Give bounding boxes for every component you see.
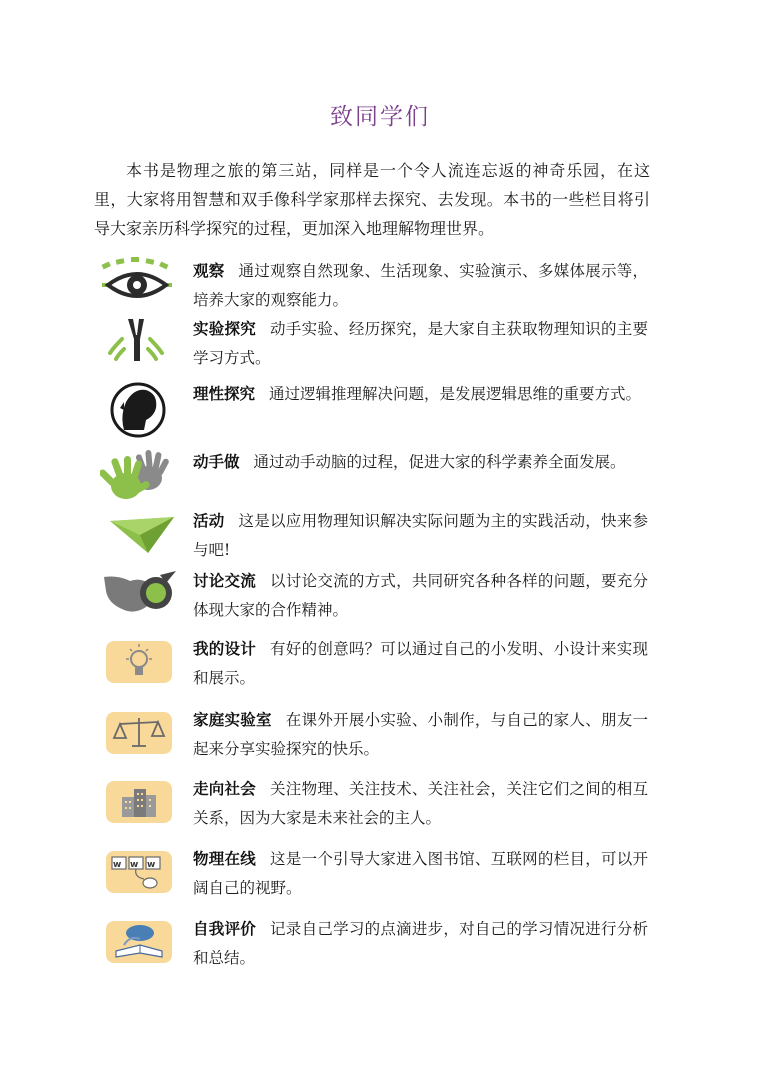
section-society bbox=[100, 775, 660, 839]
section-desc: 以讨论交流的方式，共同研究各种各样的问题，要充分体现大家的合作精神。 bbox=[193, 572, 648, 619]
svg-text:w: w bbox=[147, 860, 156, 870]
section-experiment bbox=[100, 315, 660, 379]
buildings-icon bbox=[100, 775, 184, 835]
open-book-icon bbox=[100, 915, 184, 975]
section-desc: 记录自己学习的点滴进步，对自己的学习情况进行分析和总结。 bbox=[193, 920, 648, 967]
section-title: 走向社会 bbox=[193, 780, 257, 798]
svg-text:w: w bbox=[113, 860, 122, 870]
hands-icon bbox=[100, 448, 184, 508]
section-observe bbox=[100, 257, 660, 321]
section-title: 讨论交流 bbox=[193, 572, 257, 590]
section-online bbox=[100, 845, 660, 909]
section-desc: 通过逻辑推理解决问题，是发展逻辑思维的重要方式。 bbox=[269, 385, 642, 403]
intro-paragraph: 本书是物理之旅的第三站，同样是一个令人流连忘返的神奇乐园，在这里，大家将用智慧和双手像科学家那样去探究、去发现。本书的一些栏目将引导大家亲历科学探究的过程，更加深入地理解物理世界。 bbox=[94, 161, 650, 238]
section-activity bbox=[100, 507, 660, 571]
section-handson bbox=[100, 448, 660, 512]
balance-scale-icon bbox=[100, 706, 184, 766]
section-discussion bbox=[100, 567, 660, 631]
paper-plane-icon bbox=[100, 507, 184, 567]
section-title: 理性探究 bbox=[193, 385, 256, 403]
section-desc: 通过动手动脑的过程，促进大家的科学素养全面发展。 bbox=[253, 453, 626, 471]
section-desc: 这是以应用物理知识解决实际问题为主的实践活动，快来参与吧! bbox=[193, 512, 648, 559]
lightbulb-icon bbox=[100, 635, 184, 695]
svg-text:w: w bbox=[130, 860, 139, 870]
section-design bbox=[100, 635, 660, 699]
section-title: 自我评价 bbox=[193, 920, 257, 938]
section-reasoning bbox=[100, 380, 660, 444]
section-self-evaluation bbox=[100, 915, 660, 979]
thinking-head-icon bbox=[100, 380, 184, 440]
page-title: 致同学们 bbox=[330, 104, 430, 130]
section-title: 物理在线 bbox=[193, 850, 257, 868]
section-title: 活动 bbox=[193, 512, 225, 530]
section-desc: 关注物理、关注技术、关注社会，关注它们之间的相互关系，因为大家是未来社会的主人。 bbox=[193, 780, 648, 827]
section-title: 家庭实验室 bbox=[193, 711, 272, 729]
section-title: 观察 bbox=[193, 262, 225, 280]
section-desc: 在课外开展小实验、小制作，与自己的家人、朋友一起来分享实验探究的快乐。 bbox=[193, 711, 648, 758]
section-desc: 有好的创意吗？可以通过自己的小发明、小设计来实现和展示。 bbox=[193, 640, 648, 687]
section-desc: 通过观察自然现象、生活现象、实验演示、多媒体展示等，培养大家的观察能力。 bbox=[193, 262, 648, 309]
speech-bubbles-icon bbox=[100, 567, 184, 627]
section-title: 实验探究 bbox=[193, 320, 257, 338]
section-desc: 动手实验、经历探究，是大家自主获取物理知识的主要学习方式。 bbox=[193, 320, 648, 367]
section-title: 动手做 bbox=[193, 453, 240, 471]
www-mouse-icon bbox=[100, 845, 184, 905]
section-title: 我的设计 bbox=[193, 640, 257, 658]
section-desc: 这是一个引导大家进入图书馆、互联网的栏目，可以开阔自己的视野。 bbox=[193, 850, 648, 897]
eye-icon bbox=[100, 257, 184, 317]
section-home-lab bbox=[100, 706, 660, 770]
tuning-fork-icon bbox=[100, 315, 184, 375]
